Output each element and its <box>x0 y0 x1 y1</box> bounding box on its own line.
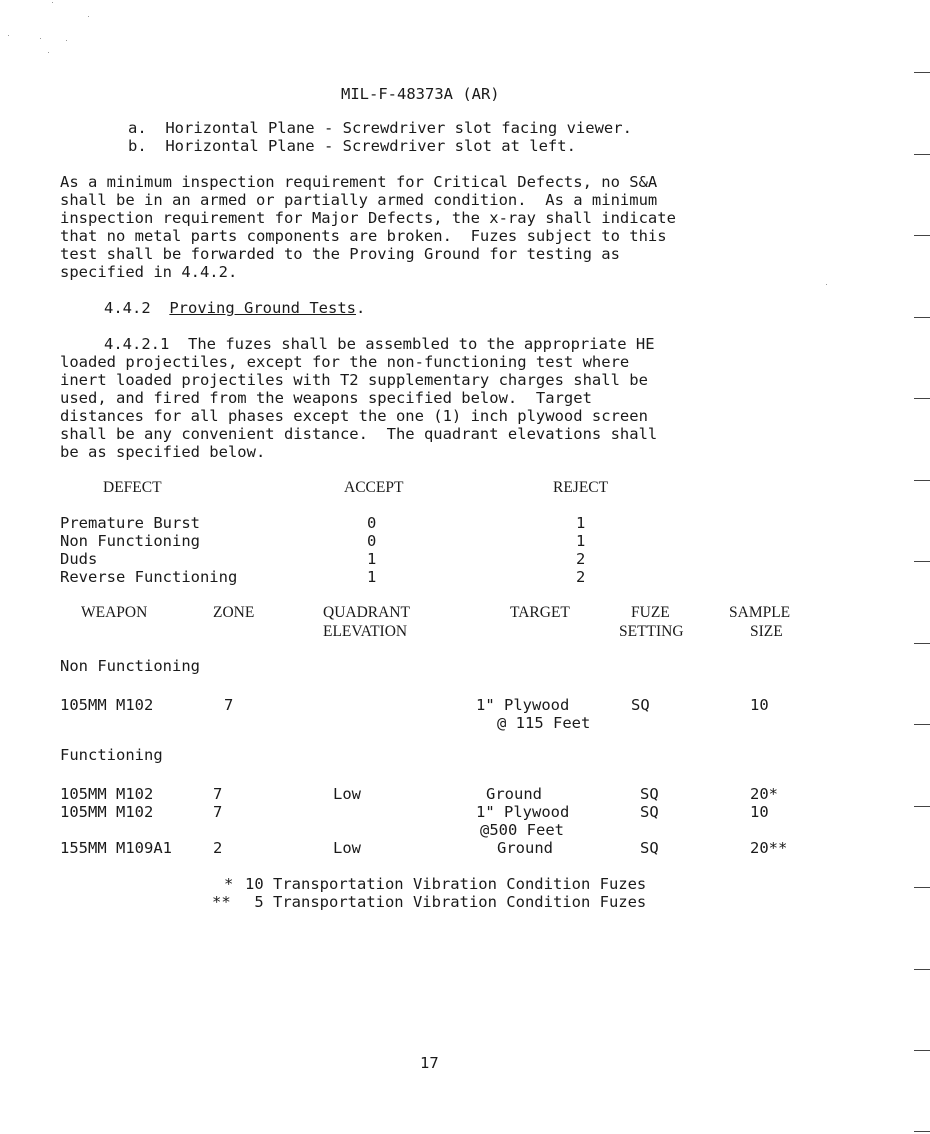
fuze-cell: SQ <box>640 803 659 821</box>
scan-speckle <box>48 52 49 53</box>
accept-header: ACCEPT <box>344 479 404 496</box>
scan-speckle <box>88 16 89 17</box>
weapon-cell: 105MM M102 <box>60 696 154 714</box>
page-number: 17 <box>420 1054 439 1072</box>
target-cell: 1" Plywood <box>476 696 570 714</box>
paragraph-line: used, and fired from the weapons specified below. Target <box>60 389 592 407</box>
defect-reject: 2 <box>576 550 586 568</box>
group-title: Non Functioning <box>60 657 200 675</box>
footnote-text: 5 Transportation Vibration Condition Fuzes <box>245 893 647 911</box>
weapon-cell: 155MM M109A1 <box>60 839 172 857</box>
target-cell: 1" Plywood <box>476 803 570 821</box>
margin-tick <box>914 724 930 725</box>
margin-tick <box>914 643 930 644</box>
sample-cell: 10 <box>750 803 769 821</box>
margin-tick <box>914 1131 930 1132</box>
defect-reject: 1 <box>576 514 586 532</box>
fuze-cell: SQ <box>640 839 659 857</box>
section-title: Proving Ground Tests <box>169 299 356 317</box>
margin-tick <box>914 806 930 807</box>
document-id: MIL-F-48373A (AR) <box>341 85 500 103</box>
elevation-cell: Low <box>333 785 361 803</box>
margin-tick <box>914 154 930 155</box>
scan-speckle <box>826 284 827 285</box>
defect-name: Premature Burst <box>60 514 200 532</box>
scan-speckle <box>40 38 41 39</box>
paragraph-line: inspection requirement for Major Defects, the x-ray shall indicate <box>60 209 676 227</box>
footnote-mark: * <box>224 875 234 893</box>
scan-speckle <box>52 2 53 3</box>
elevation-cell: Low <box>333 839 361 857</box>
defect-accept: 0 <box>367 514 377 532</box>
weapon-cell: 105MM M102 <box>60 803 154 821</box>
fuze-header: FUZE <box>631 604 670 621</box>
target-header: TARGET <box>510 604 570 621</box>
zone-cell: 2 <box>213 839 223 857</box>
footnote-mark: ** <box>212 893 231 911</box>
defect-accept: 1 <box>367 568 377 586</box>
quadrant-header: QUADRANT <box>323 604 410 621</box>
margin-tick <box>914 561 930 562</box>
margin-tick <box>914 235 930 236</box>
elevation-header: ELEVATION <box>323 623 408 640</box>
paragraph-line: distances for all phases except the one (1) inch plywood screen <box>60 407 648 425</box>
sample-cell: 20* <box>750 785 778 803</box>
paragraph-line: loaded projectiles, except for the non-functioning test where <box>60 353 630 371</box>
paragraph-line: As a minimum inspection requirement for Critical Defects, no S&A <box>60 173 658 191</box>
margin-tick <box>914 969 930 970</box>
defect-accept: 0 <box>367 532 377 550</box>
zone-cell: 7 <box>213 785 223 803</box>
paragraph-line: shall be any convenient distance. The quadrant elevations shall <box>60 425 658 443</box>
list-item-b: b. Horizontal Plane - Screwdriver slot at left. <box>128 137 576 155</box>
sample-cell: 10 <box>750 696 769 714</box>
defect-name: Non Functioning <box>60 532 200 550</box>
margin-tick <box>914 317 930 318</box>
section-number: 4.4.2 <box>104 299 151 317</box>
list-item-a: a. Horizontal Plane - Screwdriver slot facing viewer. <box>128 119 632 137</box>
zone-header: ZONE <box>213 604 255 621</box>
margin-tick <box>914 398 930 399</box>
defect-header: DEFECT <box>103 479 162 496</box>
paragraph-line: 4.4.2.1 The fuzes shall be assembled to the appropriate HE <box>104 335 655 353</box>
margin-tick <box>914 1050 930 1051</box>
weapon-header: WEAPON <box>81 604 148 621</box>
paragraph-line: inert loaded projectiles with T2 supplementary charges shall be <box>60 371 648 389</box>
defect-name: Duds <box>60 550 98 568</box>
zone-cell: 7 <box>224 696 234 714</box>
scan-speckle <box>8 35 9 36</box>
target-cell: Ground <box>486 785 542 803</box>
zone-cell: 7 <box>213 803 223 821</box>
size-header: SIZE <box>750 623 783 640</box>
section-heading <box>104 299 365 317</box>
target-cell-line2: @ 115 Feet <box>497 714 591 732</box>
fuze-cell: SQ <box>631 696 650 714</box>
defect-reject: 1 <box>576 532 586 550</box>
weapon-cell: 105MM M102 <box>60 785 154 803</box>
defect-name: Reverse Functioning <box>60 568 238 586</box>
sample-header: SAMPLE <box>729 604 791 621</box>
section-period: . <box>355 299 366 317</box>
paragraph-line: shall be in an armed or partially armed condition. As a minimum <box>60 191 658 209</box>
group-title: Functioning <box>60 746 163 764</box>
margin-tick <box>914 887 930 888</box>
margin-tick <box>914 480 930 481</box>
margin-tick <box>914 72 930 73</box>
defect-reject: 2 <box>576 568 586 586</box>
defect-accept: 1 <box>367 550 377 568</box>
setting-header: SETTING <box>619 623 684 640</box>
paragraph-line: specified in 4.4.2. <box>60 263 238 281</box>
footnote-text: 10 Transportation Vibration Condition Fuzes <box>245 875 647 893</box>
paragraph-line: that no metal parts components are broken. Fuzes subject to this <box>60 227 667 245</box>
target-cell-line2: @500 Feet <box>480 821 564 839</box>
reject-header: REJECT <box>553 479 609 496</box>
paragraph-line: be as specified below. <box>60 443 266 461</box>
target-cell: Ground <box>497 839 553 857</box>
paragraph-line: test shall be forwarded to the Proving Ground for testing as <box>60 245 620 263</box>
scan-speckle <box>66 40 67 41</box>
sample-cell: 20** <box>750 839 788 857</box>
fuze-cell: SQ <box>640 785 659 803</box>
